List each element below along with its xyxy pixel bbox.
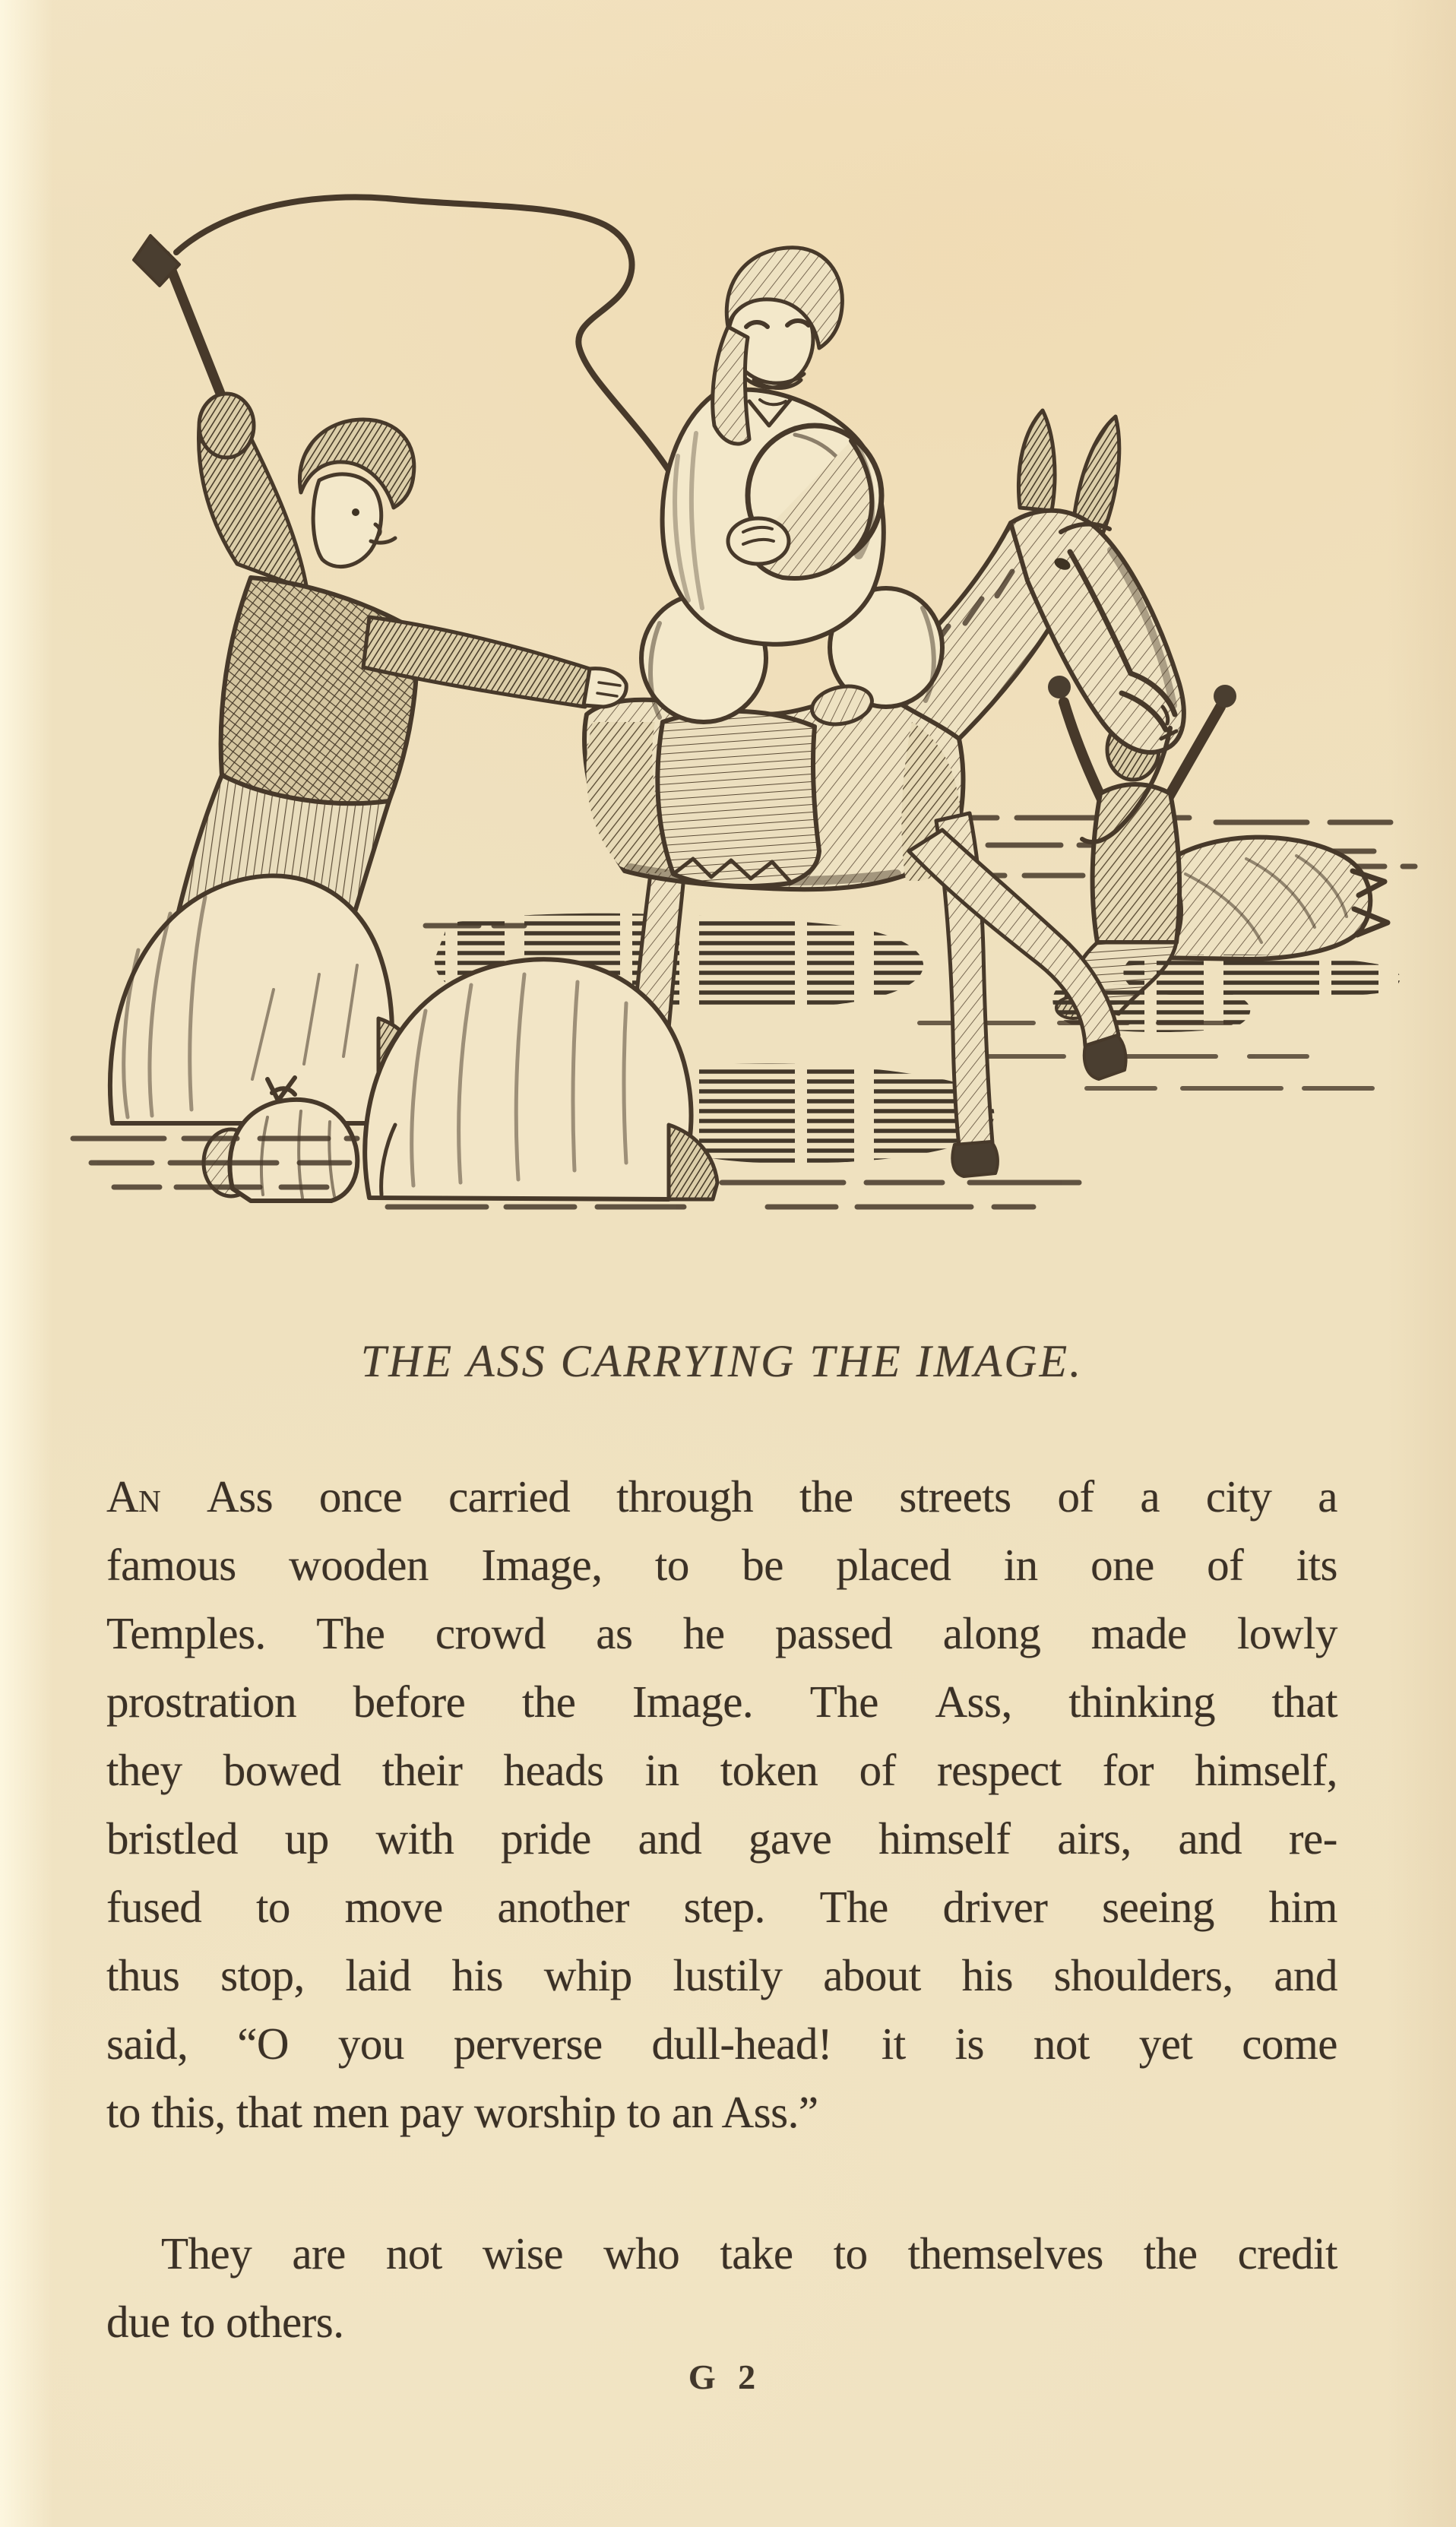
ground-strokes-right bbox=[919, 1023, 1398, 1088]
text-line: said, “O you perverse dull-head! it is not yet come bbox=[106, 2019, 1337, 2069]
text-line: due to others. bbox=[106, 2297, 344, 2347]
text-line: Temples. The crowd as he passed along made lowly bbox=[106, 1608, 1337, 1658]
text-line: prostration before the Image. The Ass, thinking that bbox=[106, 1677, 1337, 1727]
text-line: They are not wise who take to themselves the credit bbox=[161, 2228, 1337, 2278]
paragraph-moral bbox=[106, 2219, 1337, 2356]
fable-title: THE ASS CARRYING THE IMAGE. bbox=[360, 1336, 1084, 1386]
paragraph-1 bbox=[106, 1462, 1337, 2146]
text-line: bristled up with pride and gave himself airs, and re- bbox=[106, 1813, 1337, 1864]
saddle-cloth bbox=[657, 711, 819, 886]
text-line: thus stop, laid his whip lustily about his shoulders, and bbox=[106, 1950, 1337, 2000]
text-line: they bowed their heads in token of respect for himself, bbox=[106, 1745, 1337, 1795]
idol-rider bbox=[641, 248, 942, 730]
text-line: fused to move another step. The driver seeing him bbox=[106, 1882, 1337, 1932]
text-line: to this, that men pay worship to an Ass.” bbox=[106, 2087, 818, 2137]
signature-mark: G 2 bbox=[688, 2358, 756, 2396]
text-line: famous wooden Image, to be placed in one of its bbox=[106, 1540, 1337, 1590]
text-line: An Ass once carried through the streets of a city a bbox=[106, 1471, 1337, 1522]
